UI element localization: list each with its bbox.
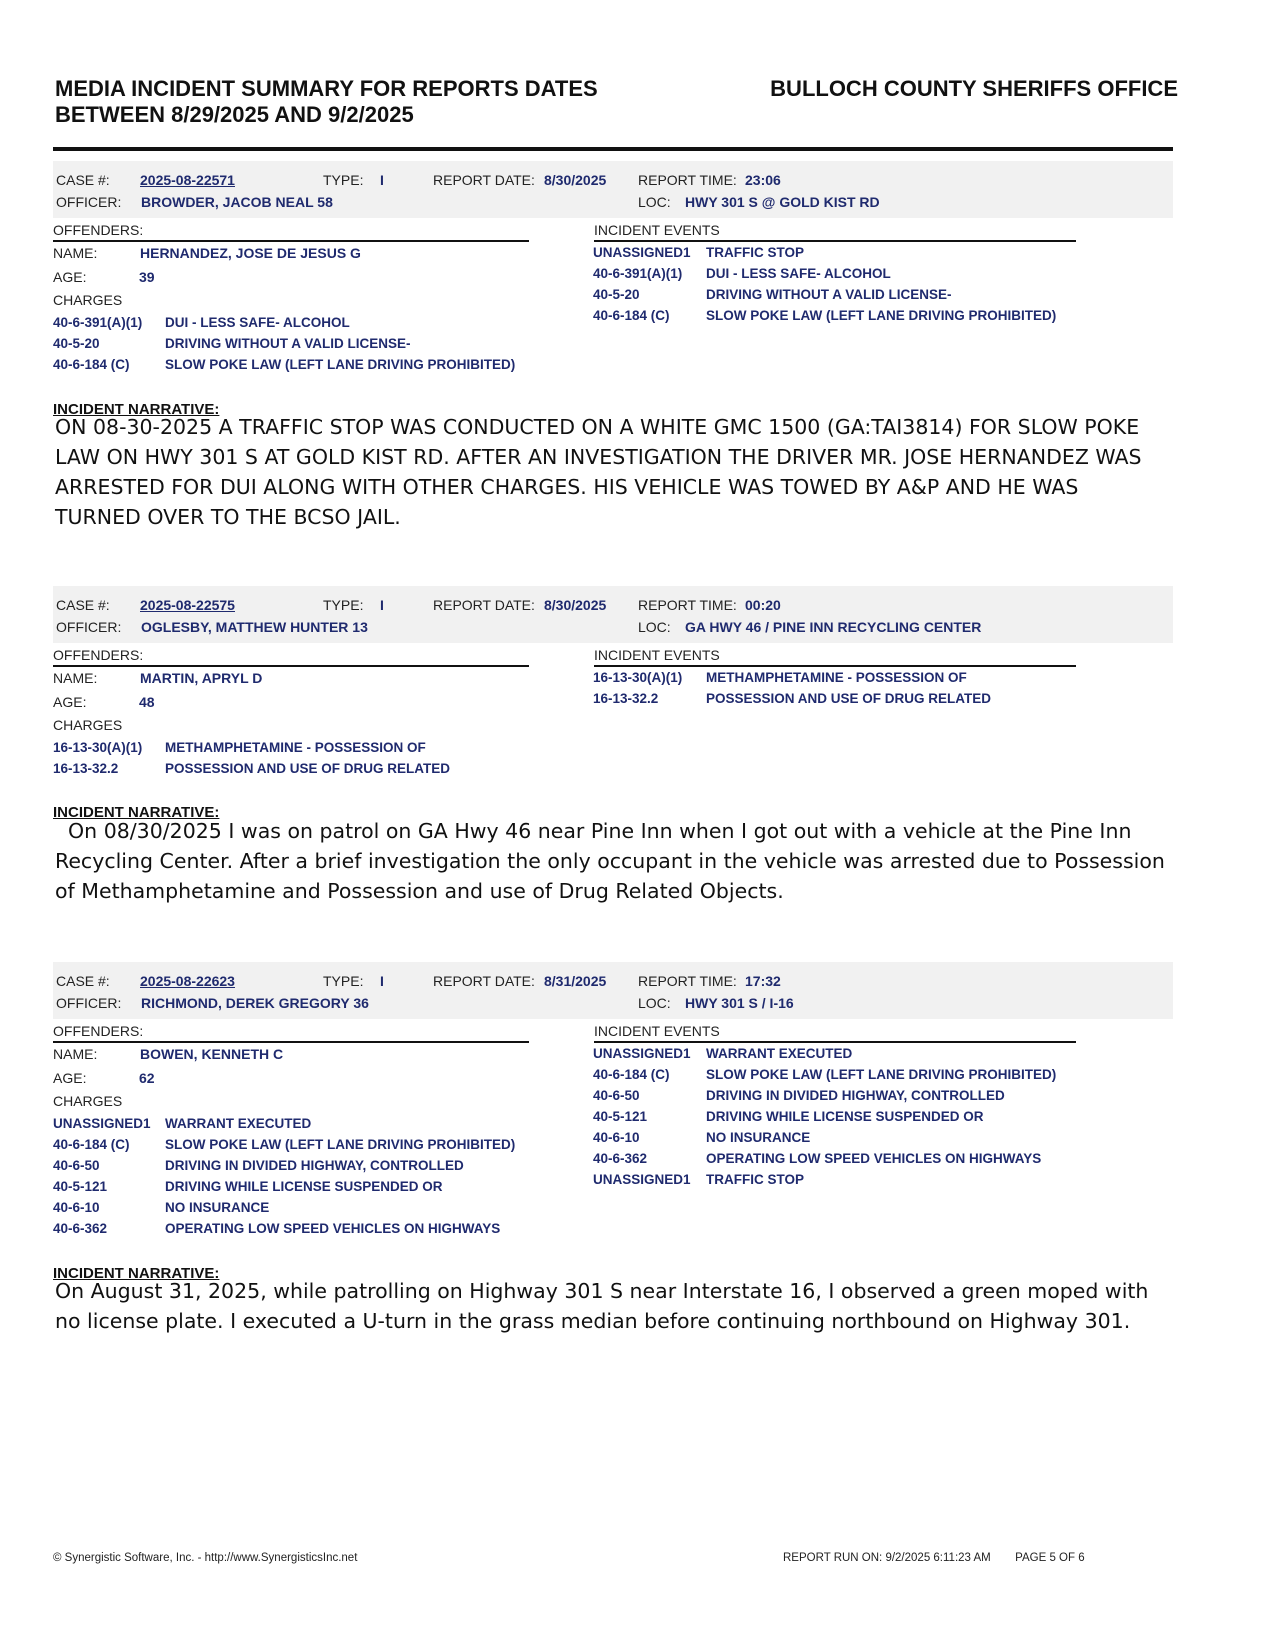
narrative-heading: INCIDENT NARRATIVE: [53,804,220,821]
charge-description: DRIVING WHILE LICENSE SUSPENDED OR [165,1179,443,1194]
narrative-text: ON 08-30-2025 A TRAFFIC STOP WAS CONDUCTED ON A WHITE GMC 1500 (GA:TAI3814) FOR SLOW POKE LAW ON HWY 301 S AT GOLD KIST RD. AFTER AN INVESTIGATION THE DRIVER MR. JOSE HERNANDEZ WAS ARRESTED FOR DUI ALONG WITH OTHER CHARGES. HIS VEHICLE WAS TOWED BY A&P AND HE WAS TURNED OVER TO THE BCSO JAIL. [55,415,1142,529]
report-time-label: REPORT TIME: [638,973,737,989]
report-date-label: REPORT DATE: [433,597,535,613]
report-date-label: REPORT DATE: [433,973,535,989]
loc-label: LOC: [638,619,671,635]
incident-events-divider [594,1041,1076,1043]
name-label: NAME: [53,670,98,686]
event-description: TRAFFIC STOP [706,1172,805,1187]
case-number-link[interactable]: 2025-08-22571 [140,172,235,188]
report-run-timestamp: REPORT RUN ON: 9/2/2025 6:11:23 AM [783,1552,991,1564]
incident-events-heading: INCIDENT EVENTS [594,222,720,238]
event-description: DRIVING IN DIVIDED HIGHWAY, CONTROLLED [706,1088,1005,1103]
charge-description: POSSESSION AND USE OF DRUG RELATED [165,761,451,776]
narrative-text: On August 31, 2025, while patrolling on Highway 301 S near Interstate 16, I observed a green moped with no license plate. I executed a U-turn in the grass median before continuing northbound on Highway 301. [55,1279,1149,1333]
event-description: SLOW POKE LAW (LEFT LANE DRIVING PROHIBITED) [706,1067,1057,1082]
narrative-heading: INCIDENT NARRATIVE: [53,1265,220,1282]
event-code: 40-5-121 [593,1109,648,1124]
charge-description: NO INSURANCE [165,1200,270,1215]
loc-value: HWY 301 S / I-16 [685,995,794,1011]
report-date-value: 8/31/2025 [544,973,607,989]
charge-description: WARRANT EXECUTED [165,1116,312,1131]
offender-name: HERNANDEZ, JOSE DE JESUS G [140,245,361,261]
offenders-divider [53,665,529,667]
loc-value: GA HWY 46 / PINE INN RECYCLING CENTER [685,619,982,635]
case-label: CASE #: [56,597,110,613]
event-code: 16-13-30(A)(1) [593,670,683,685]
footer-copyright: © Synergistic Software, Inc. - http://www.SynergisticsInc.net [53,1552,358,1564]
event-description: TRAFFIC STOP [706,245,805,260]
name-label: NAME: [53,245,98,261]
event-code: 40-6-391(A)(1) [593,266,683,281]
event-code: 40-6-184 (C) [593,308,670,323]
event-code: 40-6-362 [593,1151,648,1166]
offenders-heading: OFFENDERS: [53,647,144,663]
charge-code: UNASSIGNED1 [53,1116,151,1131]
case-label: CASE #: [56,973,110,989]
charge-description: SLOW POKE LAW (LEFT LANE DRIVING PROHIBITED) [165,357,516,372]
case-number-link[interactable]: 2025-08-22623 [140,973,235,989]
offenders-heading: OFFENDERS: [53,222,144,238]
charge-code: 40-6-362 [53,1221,108,1236]
charge-description: SLOW POKE LAW (LEFT LANE DRIVING PROHIBITED) [165,1137,516,1152]
age-label: AGE: [53,694,87,710]
event-code: 40-5-20 [593,287,640,302]
age-label: AGE: [53,1070,87,1086]
report-date-value: 8/30/2025 [544,597,607,613]
charge-code: 40-6-50 [53,1158,100,1173]
event-code: 40-6-184 (C) [593,1067,670,1082]
event-code: 40-6-50 [593,1088,640,1103]
charge-code: 40-6-391(A)(1) [53,315,143,330]
incident-events-heading: INCIDENT EVENTS [594,1023,720,1039]
offenders-heading: OFFENDERS: [53,1023,144,1039]
report-title [55,76,695,128]
event-code: UNASSIGNED1 [593,1172,691,1187]
report-title-line2: BETWEEN 8/29/2025 AND 9/2/2025 [55,102,414,127]
officer-value: BROWDER, JACOB NEAL 58 [141,194,333,210]
charge-code: 16-13-32.2 [53,761,119,776]
charge-description: DRIVING WITHOUT A VALID LICENSE- [165,336,411,351]
officer-value: RICHMOND, DEREK GREGORY 36 [141,995,369,1011]
age-label: AGE: [53,269,87,285]
type-label: TYPE: [323,973,364,989]
incident-events-divider [594,665,1076,667]
offender-name: BOWEN, KENNETH C [140,1046,284,1062]
event-description: DUI - LESS SAFE- ALCOHOL [706,266,891,281]
agency-name: BULLOCH COUNTY SHERIFFS OFFICE [770,76,1178,101]
offenders-divider [53,1041,529,1043]
charge-code: 16-13-30(A)(1) [53,740,143,755]
charges-label: CHARGES [53,717,123,733]
charge-code: 40-6-10 [53,1200,100,1215]
offenders-divider [53,240,529,242]
offender-age: 62 [139,1070,155,1086]
officer-label: OFFICER: [56,194,122,210]
report-time-label: REPORT TIME: [638,172,737,188]
event-code: UNASSIGNED1 [593,1046,691,1061]
event-code: 40-6-10 [593,1130,640,1145]
charges-label: CHARGES [53,1093,123,1109]
event-code: UNASSIGNED1 [593,245,691,260]
report-time-value: 17:32 [745,973,781,989]
charge-description: DRIVING IN DIVIDED HIGHWAY, CONTROLLED [165,1158,464,1173]
event-description: DRIVING WHILE LICENSE SUSPENDED OR [706,1109,984,1124]
type-value: I [380,597,384,613]
incident-events-divider [594,240,1076,242]
event-description: POSSESSION AND USE OF DRUG RELATED [706,691,992,706]
officer-value: OGLESBY, MATTHEW HUNTER 13 [141,619,368,635]
officer-label: OFFICER: [56,995,122,1011]
offender-age: 39 [139,269,155,285]
event-code: 16-13-32.2 [593,691,659,706]
event-description: OPERATING LOW SPEED VEHICLES ON HIGHWAYS [706,1151,1042,1166]
case-label: CASE #: [56,172,110,188]
charge-description: METHAMPHETAMINE - POSSESSION OF [165,740,426,755]
charge-code: 40-5-121 [53,1179,108,1194]
name-label: NAME: [53,1046,98,1062]
report-date-label: REPORT DATE: [433,172,535,188]
offender-name: MARTIN, APRYL D [140,670,263,686]
offender-age: 48 [139,694,155,710]
incident-events-heading: INCIDENT EVENTS [594,647,720,663]
loc-value: HWY 301 S @ GOLD KIST RD [685,194,880,210]
type-value: I [380,973,384,989]
charges-label: CHARGES [53,292,123,308]
loc-label: LOC: [638,194,671,210]
type-label: TYPE: [323,172,364,188]
charge-code: 40-6-184 (C) [53,1137,130,1152]
report-time-value: 23:06 [745,172,781,188]
event-description: METHAMPHETAMINE - POSSESSION OF [706,670,967,685]
event-description: NO INSURANCE [706,1130,811,1145]
case-number-link[interactable]: 2025-08-22575 [140,597,235,613]
officer-label: OFFICER: [56,619,122,635]
report-title-line1: MEDIA INCIDENT SUMMARY FOR REPORTS DATES [55,76,598,101]
narrative-text: On 08/30/2025 I was on patrol on GA Hwy 46 near Pine Inn when I got out with a vehicle at the Pine Inn Recycling Center. After a brief investigation the only occupant in the vehicle was arrested due to Possession of Methamphetamine and Possession and use of Drug Related Objects. [55,819,1172,903]
loc-label: LOC: [638,995,671,1011]
event-description: DRIVING WITHOUT A VALID LICENSE- [706,287,952,302]
footer-run-info [783,1552,1085,1564]
report-time-label: REPORT TIME: [638,597,737,613]
charge-code: 40-5-20 [53,336,100,351]
page-number: PAGE 5 OF 6 [1015,1552,1085,1564]
header-divider [53,147,1173,151]
event-description: SLOW POKE LAW (LEFT LANE DRIVING PROHIBITED) [706,308,1057,323]
charge-description: DUI - LESS SAFE- ALCOHOL [165,315,350,330]
charge-code: 40-6-184 (C) [53,357,130,372]
type-value: I [380,172,384,188]
charge-description: OPERATING LOW SPEED VEHICLES ON HIGHWAYS [165,1221,501,1236]
narrative-heading: INCIDENT NARRATIVE: [53,401,220,418]
type-label: TYPE: [323,597,364,613]
report-time-value: 00:20 [745,597,781,613]
event-description: WARRANT EXECUTED [706,1046,853,1061]
report-date-value: 8/30/2025 [544,172,607,188]
